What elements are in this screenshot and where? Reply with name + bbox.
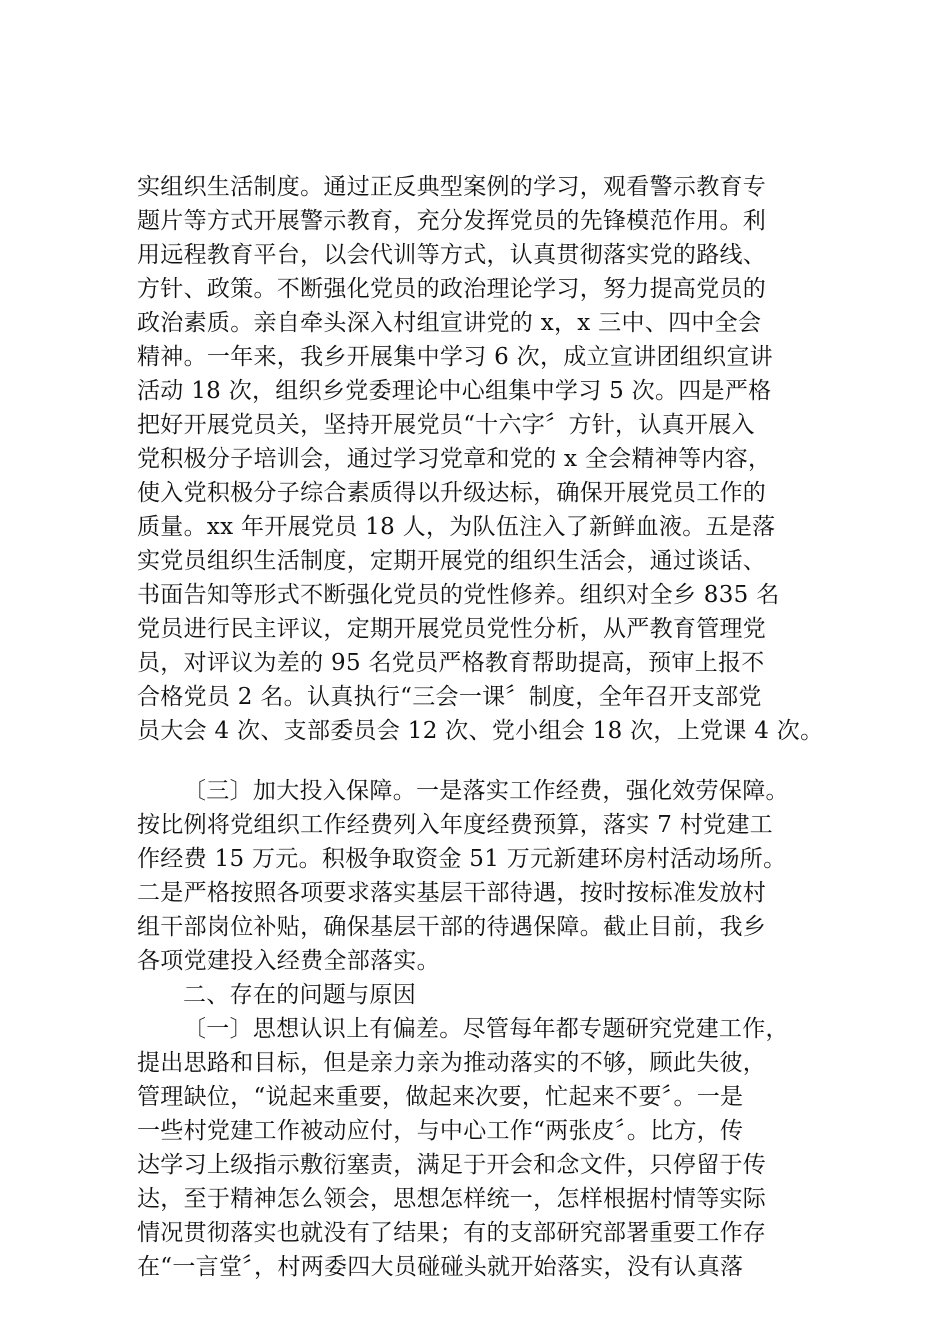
- text-line: 党员进行民主评议，定期开展党员党性分析，从严教育管理党: [137, 616, 767, 642]
- text-line: 作经费 15 万元。积极争取资金 51 万元新建环房村活动场所。: [137, 846, 787, 872]
- text-line: 活动 18 次，组织乡党委理论中心组集中学习 5 次。四是严格: [137, 378, 772, 404]
- text-line: 政治素质。亲自牵头深入村组宣讲党的 x，x 三中、四中全会: [137, 310, 762, 336]
- text-line: 精神。一年来，我乡开展集中学习 6 次，成立宣讲团组织宣讲: [137, 344, 773, 370]
- section-heading-line: 〔一〕思想认识上有偏差。尽管每年都专题研究党建工作，: [183, 1016, 789, 1042]
- text-line: 提出思路和目标，但是亲力亲为推动落实的不够，顾此失彼，: [137, 1050, 767, 1076]
- text-line: 质量。xx 年开展党员 18 人，为队伍注入了新鲜血液。五是落: [137, 514, 776, 540]
- text-line: 使入党积极分子综合素质得以升级达标，确保开展党员工作的: [137, 480, 767, 506]
- text-line: 实党员组织生活制度，定期开展党的组织生活会，通过谈话、: [137, 548, 767, 574]
- text-line: 达，至于精神怎么领会，思想怎样统一，怎样根据村情等实际: [137, 1186, 767, 1212]
- text-line: 方针、政策。不断强化党员的政治理论学习，努力提高党员的: [137, 276, 767, 302]
- heading-line: 二、存在的问题与原因: [183, 982, 416, 1008]
- text-line: 书面告知等形式不断强化党员的党性修养。组织对全乡 835 名: [137, 582, 780, 608]
- text-line: 达学习上级指示敷衍塞责，满足于开会和念文件，只停留于传: [137, 1152, 767, 1178]
- text-line: 用远程教育平台，以会代训等方式，认真贯彻落实党的路线、: [137, 242, 767, 268]
- text-line: 情况贯彻落实也就没有了结果；有的支部研究部署重要工作存: [137, 1220, 767, 1246]
- section-heading-line: 〔三〕加大投入保障。一是落实工作经费，强化效劳保障。: [183, 778, 789, 804]
- text-line: 合格党员 2 名。认真执行“三会一课〞制度，全年召开支部党: [137, 684, 762, 710]
- text-line: 在“一言堂〞，村两委四大员碰碰头就开始落实，没有认真落: [137, 1254, 744, 1280]
- text-line: 把好开展党员关，坚持开展党员“十六字〞方针，认真开展入: [137, 412, 755, 438]
- text-line: 一些村党建工作被动应付，与中心工作“两张皮〞。比方，传: [137, 1118, 744, 1144]
- text-line: 组干部岗位补贴，确保基层干部的待遇保障。截止目前，我乡: [137, 914, 767, 940]
- text-line: 管理缺位，“说起来重要，做起来次要，忙起来不要〞。一是: [137, 1084, 744, 1110]
- text-line: 按比例将党组织工作经费列入年度经费预算，落实 7 村党建工: [137, 812, 773, 838]
- text-line: 员，对评议为差的 95 名党员严格教育帮助提高，预审上报不: [137, 650, 765, 676]
- text-line: 员大会 4 次、支部委员会 12 次、党小组会 18 次，上党课 4 次。: [137, 718, 824, 744]
- text-line: 党积极分子培训会，通过学习党章和党的 x 全会精神等内容，: [137, 446, 772, 472]
- text-line: 各项党建投入经费全部落实。: [137, 948, 440, 974]
- text-line: 实组织生活制度。通过正反典型案例的学习，观看警示教育专: [137, 174, 767, 200]
- text-line: 题片等方式开展警示教育，充分发挥党员的先锋模范作用。利: [137, 208, 767, 234]
- text-line: 二是严格按照各项要求落实基层干部待遇，按时按标准发放村: [137, 880, 767, 906]
